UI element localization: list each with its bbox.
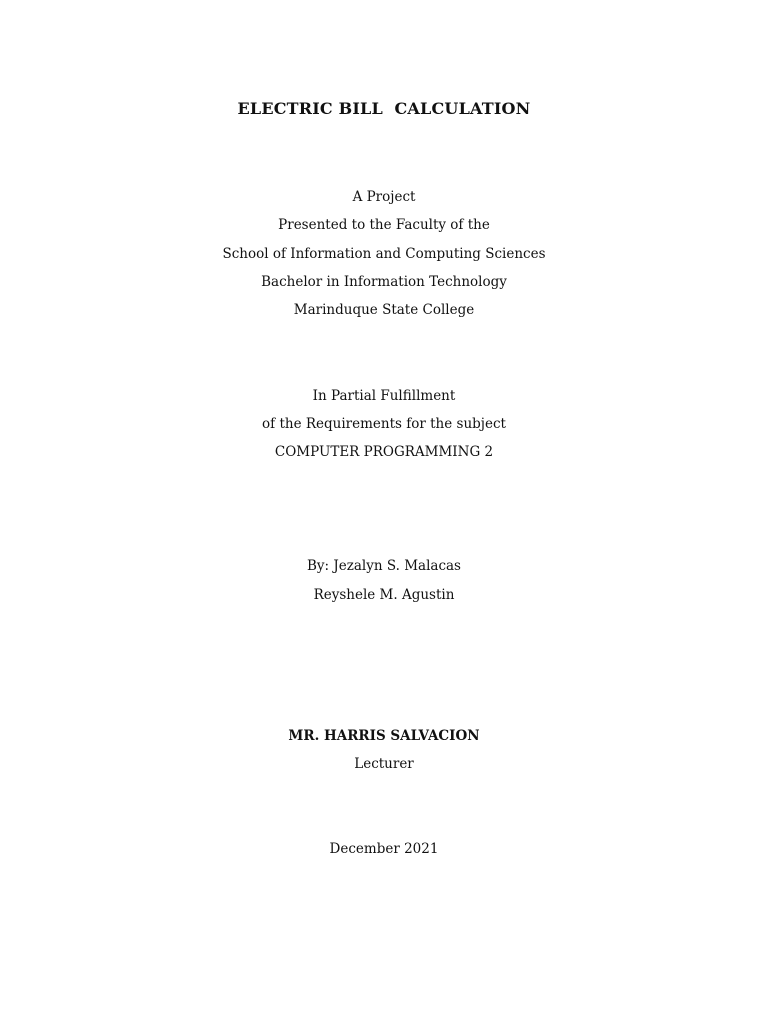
fulfillment-line-2: of the Requirements for the subject (262, 416, 506, 432)
lecturer-name: MR. HARRIS SALVACION (288, 728, 480, 744)
lecturer-role: Lecturer (354, 756, 414, 772)
presentation-line-2: Presented to the Faculty of the (278, 217, 490, 233)
author-line-1: By: Jezalyn S. Malacas (306, 558, 461, 574)
presentation-line-4: Bachelor in Information Technology (261, 274, 507, 290)
document-title: ELECTRIC BILL CALCULATION (237, 99, 531, 118)
fulfillment-line-1: In Partial Fulfillment (312, 388, 456, 404)
presentation-line-5: Marinduque State College (293, 302, 475, 318)
author-line-2: Reyshele M. Agustin (313, 587, 455, 603)
document-date: December 2021 (329, 841, 439, 857)
fulfillment-line-3: COMPUTER PROGRAMMING 2 (274, 444, 494, 460)
presentation-line-1: A Project (352, 189, 416, 205)
presentation-line-3: School of Information and Computing Sciences (222, 246, 546, 262)
